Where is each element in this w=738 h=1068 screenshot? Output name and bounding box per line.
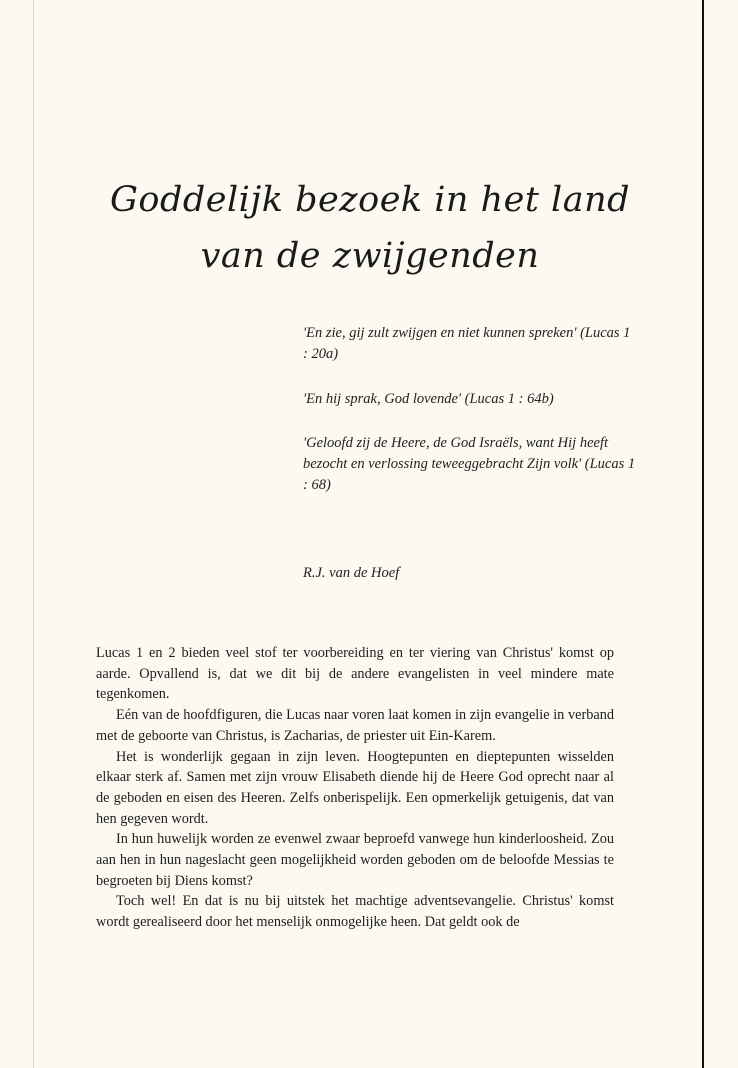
motto-quote: 'En zie, gij zult zwijgen en niet kunnen spreken' (Lucas 1 : 20a) [303, 325, 631, 362]
motto-quote: 'En hij sprak, God lovende' (Lucas 1 : 64b) [303, 391, 554, 407]
page-left-edge [33, 0, 34, 1068]
article-title-line-2: van de zwijgenden [200, 236, 540, 276]
body-paragraph: Het is wonderlijk gegaan in zijn leven. Hoogtepunten en dieptepunten wisselden elkaar sterk af. Samen met zijn vrouw Elisabeth diende hij de Heere God oprecht naar al de geboden en eisen des Heeren. Zelfs onberispelijk. Een opmerkelijk getuigenis, dat van hen gegeven wordt. [96, 748, 614, 827]
body-paragraph: Lucas 1 en 2 bieden veel stof ter voorbereiding en ter viering van Christus' komst op aarde. Opvallend is, dat we dit bij de andere evangelisten in veel mindere mate tegenkomen. [96, 645, 614, 703]
body-paragraph: Toch wel! En dat is nu bij uitstek het machtige adventsevangelie. Christus' komst wordt gerealiseerd door het menselijk onmogelijke heen. Dat geldt ook de [96, 893, 614, 931]
article-title-line-1: Goddelijk bezoek in het land [109, 180, 631, 220]
body-paragraph: Eén van de hoofdfiguren, die Lucas naar voren laat komen in zijn evangelie in verband met de geboorte van Christus, is Zacharias, de priester uit Ein-Karem. [96, 707, 614, 744]
motto-quote: 'Geloofd zij de Heere, de God Israëls, want Hij heeft bezocht en verlossing teweeggebracht Zijn volk' (Lucas 1 : 68) [303, 435, 636, 493]
page-right-edge [702, 0, 704, 1068]
body-paragraph: In hun huwelijk worden ze evenwel zwaar beproefd vanwege hun kinderloosheid. Zou aan hen in hun nageslacht geen mogelijkheid worden geboden om de beloofde Messias te begroeten bij Diens komst? [96, 831, 614, 889]
article-body [96, 643, 614, 933]
author-byline: R.J. van de Hoef [303, 565, 400, 581]
